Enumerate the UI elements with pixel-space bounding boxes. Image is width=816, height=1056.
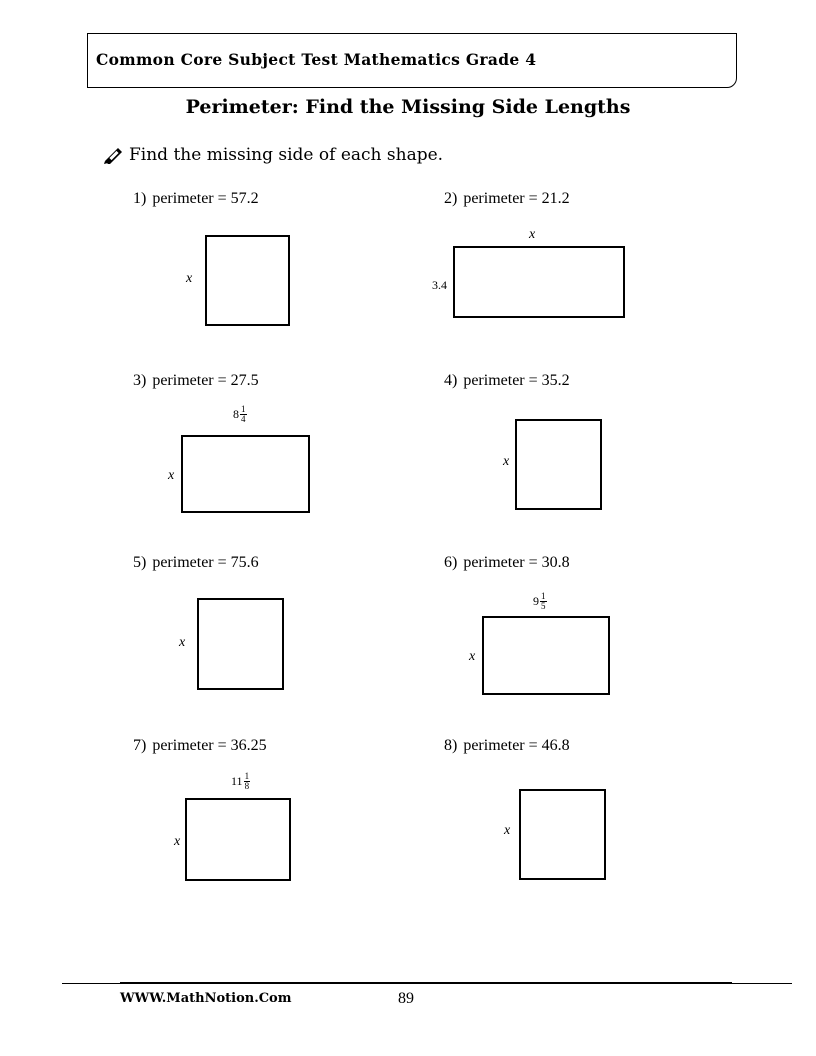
fraction-denominator: 8 bbox=[244, 781, 250, 791]
footer-divider bbox=[62, 983, 792, 984]
problem-perimeter: perimeter = 46.8 bbox=[463, 737, 570, 754]
mixed-whole: 9 bbox=[533, 594, 539, 608]
problem-4-shape bbox=[515, 419, 602, 510]
fraction bbox=[540, 592, 547, 611]
problem-2-top-label: x bbox=[529, 227, 536, 242]
fraction-numerator: 1 bbox=[241, 404, 246, 414]
problem-8-shape bbox=[519, 789, 606, 880]
problem-perimeter: perimeter = 27.5 bbox=[152, 372, 259, 389]
problem-8-label bbox=[444, 737, 570, 755]
problem-1-shape bbox=[205, 235, 290, 326]
problem-number: 7) bbox=[133, 737, 147, 754]
problem-perimeter: perimeter = 75.6 bbox=[152, 554, 259, 571]
fraction bbox=[240, 405, 247, 424]
problem-perimeter: perimeter = 36.25 bbox=[152, 737, 267, 754]
problem-perimeter: perimeter = 21.2 bbox=[463, 190, 570, 207]
header-title: Common Core Subject Test Mathematics Grade 4 bbox=[96, 50, 537, 69]
footer-page-number: 89 bbox=[398, 990, 414, 1007]
problem-5-side-label: x bbox=[179, 635, 186, 650]
fraction-numerator: 1 bbox=[244, 771, 250, 781]
problem-8-side-label: x bbox=[504, 823, 511, 838]
footer-website: WWW.MathNotion.Com bbox=[120, 991, 292, 1006]
problem-number: 2) bbox=[444, 190, 458, 207]
fraction-denominator: 4 bbox=[241, 414, 246, 424]
problem-perimeter: perimeter = 35.2 bbox=[463, 372, 570, 389]
problem-number: 6) bbox=[444, 554, 458, 571]
problem-2-label bbox=[444, 190, 570, 208]
fraction bbox=[244, 772, 251, 791]
problem-1-label bbox=[133, 190, 259, 208]
problem-number: 3) bbox=[133, 372, 147, 389]
instructions bbox=[103, 145, 443, 165]
problem-number: 5) bbox=[133, 554, 147, 571]
problem-7-shape bbox=[185, 798, 291, 881]
problem-2-side-value: 3.4 bbox=[432, 278, 447, 292]
problem-4-label bbox=[444, 372, 570, 390]
problem-1-side-label: x bbox=[186, 271, 193, 286]
problem-3-label bbox=[133, 372, 259, 390]
problem-number: 1) bbox=[133, 190, 147, 207]
problem-number: 4) bbox=[444, 372, 458, 389]
problem-3-shape bbox=[181, 435, 310, 513]
fraction-denominator: 5 bbox=[541, 601, 546, 611]
page-title: Perimeter: Find the Missing Side Lengths bbox=[185, 96, 631, 118]
pencil-icon bbox=[103, 146, 125, 164]
problem-7-label bbox=[133, 737, 267, 755]
problem-5-shape bbox=[197, 598, 284, 690]
problem-perimeter: perimeter = 57.2 bbox=[152, 190, 259, 207]
problem-6-label bbox=[444, 554, 570, 572]
problem-number: 8) bbox=[444, 737, 458, 754]
mixed-whole: 11 bbox=[231, 774, 243, 788]
problem-4-side-label: x bbox=[503, 454, 510, 469]
mixed-whole: 8 bbox=[233, 407, 239, 421]
problem-6-top-label bbox=[533, 592, 547, 611]
problem-3-side-label: x bbox=[168, 468, 175, 483]
problem-5-label bbox=[133, 554, 259, 572]
problem-7-top-label bbox=[231, 772, 250, 791]
problem-perimeter: perimeter = 30.8 bbox=[463, 554, 570, 571]
problem-7-side-label: x bbox=[174, 834, 181, 849]
problem-2-shape bbox=[453, 246, 625, 318]
problem-6-shape bbox=[482, 616, 610, 695]
problem-6-side-label: x bbox=[469, 649, 476, 664]
problem-3-top-label bbox=[233, 405, 247, 424]
fraction-numerator: 1 bbox=[541, 591, 546, 601]
instructions-text: Find the missing side of each shape. bbox=[129, 145, 444, 165]
